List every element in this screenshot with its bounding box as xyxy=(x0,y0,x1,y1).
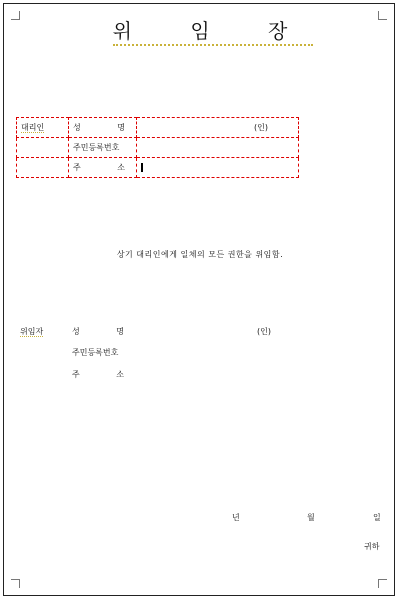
text-cursor xyxy=(141,163,143,172)
date-year: 년 xyxy=(232,513,240,522)
table-row xyxy=(17,118,299,138)
grantor-id-row xyxy=(72,347,118,358)
agent-header-cell[interactable] xyxy=(17,118,69,138)
grantor-seal: (인) xyxy=(257,327,271,336)
margin-corner-mark xyxy=(11,579,20,588)
grantor-id-label: 주민등록번호 xyxy=(72,348,119,357)
agent-table xyxy=(16,117,299,178)
date-day: 일 xyxy=(373,513,381,522)
grantor-address-row xyxy=(72,369,124,380)
date-month: 월 xyxy=(307,513,315,522)
grantor-seal-row xyxy=(257,326,271,337)
agent-header: 대리인 xyxy=(21,123,45,132)
table-row xyxy=(17,138,299,158)
grantor-header: 위임자 xyxy=(20,327,44,336)
grantor-header-row xyxy=(20,326,43,337)
grantor-address-label: 주 소 xyxy=(72,370,124,379)
empty-cell[interactable] xyxy=(17,158,69,178)
agent-name-label-cell[interactable] xyxy=(69,118,137,138)
agent-address-label-cell[interactable] xyxy=(69,158,137,178)
document-page xyxy=(3,3,395,596)
agent-id-label: 주민등록번호 xyxy=(73,143,120,152)
recipient-suffix: 귀하 xyxy=(364,542,380,551)
agent-id-label-cell[interactable] xyxy=(69,138,137,158)
document-title-text: 위 임 장 xyxy=(113,19,314,46)
agent-address-value-cell[interactable] xyxy=(137,158,299,178)
agent-name-value-cell[interactable] xyxy=(137,118,299,138)
grantor-name-label: 성 명 xyxy=(72,327,124,336)
delegation-statement: 상기 대리인에게 일체의 모든 권한을 위임함. xyxy=(116,250,284,259)
agent-name-label: 성 명 xyxy=(73,123,125,132)
document-title xyxy=(0,15,400,44)
agent-seal: (인) xyxy=(254,123,268,132)
agent-address-label: 주 소 xyxy=(73,163,125,172)
table-row xyxy=(17,158,299,178)
empty-cell[interactable] xyxy=(17,138,69,158)
margin-corner-mark xyxy=(378,579,387,588)
agent-id-value-cell[interactable] xyxy=(137,138,299,158)
grantor-name-row xyxy=(72,326,124,337)
